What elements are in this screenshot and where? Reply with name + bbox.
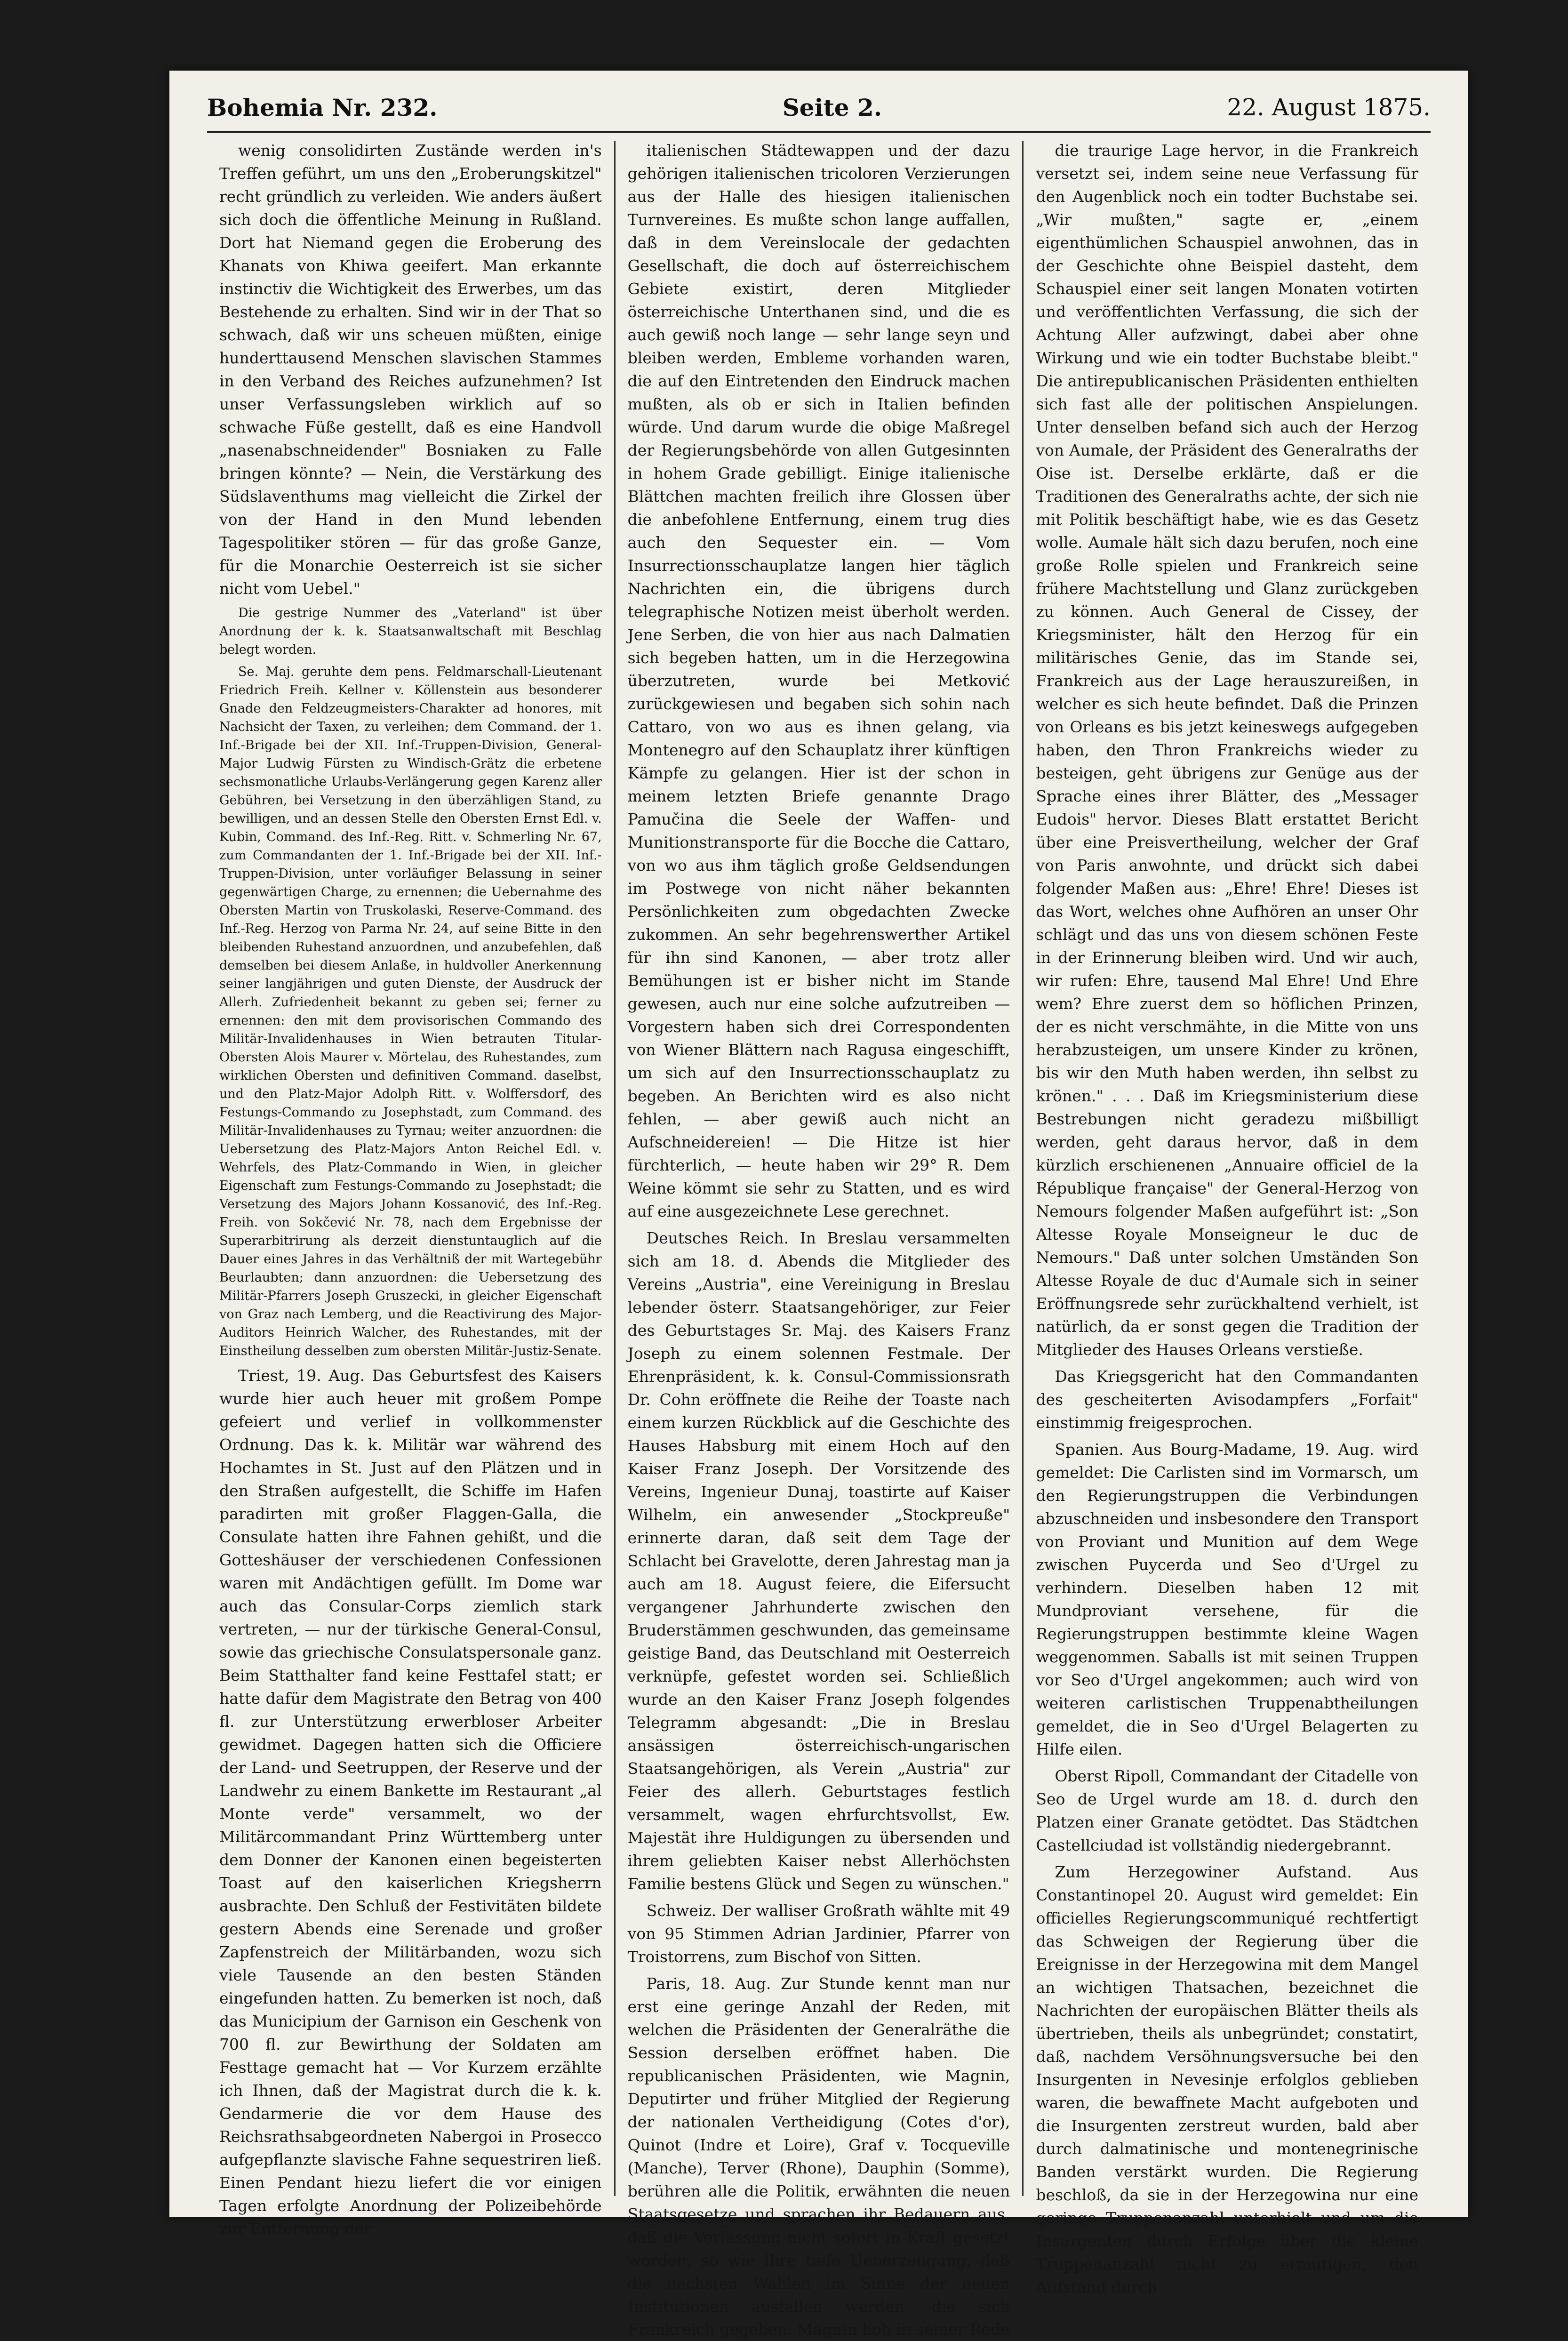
page-header <box>207 88 1431 126</box>
masthead-issue: Bohemia Nr. 232. <box>207 93 438 121</box>
article-paragraph: Das Kriegsgericht hat den Commandanten des gescheiterten Avisodampfers „Forfait" einstimmig freigesprochen. <box>1036 1367 1419 1432</box>
article-paragraph: wenig consolidirten Zustände werden in's Treffen geführt, um uns den „Eroberungskitzel" recht gründlich zu verleiden. Wie anders äußert sich doch die öffentliche Meinung in Rußland. Dort hat Niemand gegen die Eroberung des Khanats von Khiwa geeifert. Man erkannte instinctiv die Wichtigkeit des Erwerbes, um das Bestehende zu erhalten. Sind wir in der That so schwach, daß wir uns scheuen müßten, einige hunderttausend Menschen slavischen Stammes in den Verband des Reiches aufzunehmen? Ist unser Verfassungsleben wirklich auf so schwache Füße gestellt, daß es eine Handvoll „nasenabschneidender" Bosniaken zu Falle bringen könnte? — Nein, die Verstärkung des Südslaventhums mag vielleicht die Zirkel der von der Hand in den Mund lebenden Tagespolitiker stören — für das große Ganze, für die Monarchie Oesterreich ist sie sicher nicht vom Uebel." <box>219 141 602 598</box>
article-paragraph: Oberst Ripoll, Commandant der Citadelle von Seo de Urgel wurde am 18. d. durch den Platzen einer Granate getödtet. Das Städtchen Castellciudad ist vollständig niedergebrannt. <box>1036 1767 1419 1854</box>
text-columns <box>207 139 1431 2339</box>
article-paragraph: italienischen Städtewappen und der dazu gehörigen italienischen tricoloren Verzierungen aus der Halle des hiesigen italienischen Turnvereines. Es mußte schon lange auffallen, daß in dem Vereinslocale der gedachten Gesellschaft, die doch auf österreichischem Gebiete existirt, deren Mitglieder österreichische Unterthanen sind, und die es auch gewiß noch lange — sehr lange seyn und bleiben werden, Embleme vorhanden waren, die auf den Eintretenden den Eindruck machen mußten, als ob er sich in Italien befinden würde. Und darum wurde die obige Maßregel der Regierungsbehörde von allen Gutgesinnten in hohem Grade gebilligt. Einige italienische Blättchen machten freilich ihre Glossen über die anbefohlene Entfernung, einem trug dies auch den Sequester ein. — Vom Insurrectionsschauplatze langen hier täglich Nachrichten ein, die übrigens durch telegraphische Notizen meist überholt werden. Jene Serben, die von hier aus nach Dalmatien sich begeben hatten, um in die Herzegowina überzutreten, wurde bei Metković zurückgewiesen und begaben sich sohin nach Cattaro, von wo aus es ihnen gelang, via Montenegro auf den Schauplatz ihrer künftigen Kämpfe zu gelangen. Hier ist der schon in meinem letzten Briefe genannte Drago Pamučina die Seele der Waffen- und Munitionstransporte für die Bocche die Cattaro, von wo aus ihm täglich große Geldsendungen im Postwege von nicht näher bekannten Persönlichkeiten zum obgedachten Zwecke zukommen. An sehr begehrenswerther Artikel für ihn sind Kanonen, — aber trotz aller Bemühungen ist er bisher nicht im Stande gewesen, auch nur eine solche aufzutreiben — Vorgestern haben sich drei Correspondenten von Wiener Blättern nach Ragusa eingeschifft, um sich auf den Insurrectionsschauplatz zu begeben. An Berichten wird es also nicht fehlen, — aber gewiß auch nicht an Aufschneidereien! — Die Hitze ist hier fürchterlich, — heute haben wir 29° R. Dem Weine kömmt sie sehr zu Statten, und es wird auf eine ausgezeichnete Lese gerechnet. <box>627 141 1010 1220</box>
article-paragraph: Paris, 18. Aug. Zur Stunde kennt man nur erst eine geringe Anzahl der Reden, mit welchen die Präsidenten der Generalräthe die Session derselben eröffnet haben. Die republicanischen Präsidenten, wie Magnin, Deputirter und früher Mitglied der Regierung der nationalen Vertheidigung (Cotes d'or), Quinot (Indre et Loire), Graf v. Tocqueville (Manche), Terver (Rhone), Dauphin (Somme), berühren alle die Politik, erwähnten die neuen Staatsgesetze und sprachen ihr Bedauern aus, daß die Verfassung nicht sofort in Kraft gesetzt worden, so wie ihre tiefe Ueberzeugung, daß die nächsten Wahlen im Sinne der neuen Institutionen ausfallen werden, die sich Frankreich gegeben. Magnin hob in seiner Rede <box>627 1974 1010 2339</box>
article-paragraph: Se. Maj. geruhte dem pens. Feldmarschall-Lieutenant Friedrich Freih. Kellner v. Köllenstein aus besonderer Gnade den Feldzeugmeisters-Charakter ad honores, mit Nachsicht der Taxen, zu verleihen; dem Command. der 1. Inf.-Brigade bei der XII. Inf.-Truppen-Division, General-Major Ludwig Fürsten zu Windisch-Grätz die erbetene sechsmonatliche Urlaubs-Verlängerung gegen Karenz aller Gebühren, bei Versetzung in den überzähligen Stand, zu bewilligen, und an dessen Stelle den Obersten Ernst Edl. v. Kubin, Command. des Inf.-Reg. Ritt. v. Schmerling Nr. 67, zum Commandanten der 1. Inf.-Brigade bei der XII. Inf.-Truppen-Division, unter vorläufiger Belassung in seiner gegenwärtigen Charge, zu ernennen; die Uebernahme des Obersten Martin von Truskolaski, Reserve-Command. des Inf.-Reg. Herzog von Parma Nr. 24, auf seine Bitte in den bleibenden Ruhestand anzuordnen, und anzubefehlen, daß demselben bei diesem Anlaße, in huldvoller Anerkennung seiner langjährigen und guten Dienste, der Ausdruck der Allerh. Zufriedenheit bekannt zu geben sei; ferner zu ernennen: den mit dem provisorischen Commando des Militär-Invalidenhauses in Wien betrauten Titular-Obersten Alois Maurer v. Mörtelau, des Ruhestandes, zum wirklichen Obersten und definitiven Command. daselbst, und den Platz-Major Adolph Ritt. v. Wolffersdorf, des Festungs-Commando zu Josephstadt, zum Command. des Militär-Invalidenhauses zu Tyrnau; weiter anzuordnen: die Uebersetzung des Platz-Majors Anton Reichel Edl. v. Wehrfels, des Platz-Commando in Wien, in gleicher Eigenschaft zum Festungs-Commando zu Josephstadt; die Versetzung des Majors Johann Kossanović, des Inf.-Reg. Freih. von Sokčević Nr. 78, nach dem Ergebnisse der Superarbitrirung als derzeit dienstuntauglich auf die Dauer eines Jahres in das Verhältniß der mit Wartegebühr Beurlaubten; dann anzuordnen: die Uebersetzung des Militär-Pfarrers Joseph Gruszecki, in gleicher Eigenschaft von Graz nach Lemberg, und die Reactivirung des Major-Auditors Heinrich Walcher, des Ruhestandes, mit der Einstheilung desselben zum obersten Militär-Justiz-Senate. <box>219 665 602 1358</box>
article-paragraph: Die gestrige Nummer des „Vaterland" ist über Anordnung der k. k. Staatsanwaltschaft mit Beschlag belegt worden. <box>219 606 602 657</box>
article-paragraph: die traurige Lage hervor, in die Frankreich versetzt sei, indem seine neue Verfassung für den Augenblick noch ein todter Buchstabe sei. „Wir mußten," sagte er, „einem eigenthümlichen Schauspiel anwohnen, das in der Geschichte ohne Beispiel dasteht, dem Schauspiel einer seit langen Monaten votirten und veröffentlichten Verfassung, die sich der Achtung Aller aufzwingt, dabei aber ohne Wirkung und wie ein todter Buchstabe bleibt." Die antirepublicanischen Präsidenten enthielten sich fast alle der politischen Anspielungen. Unter denselben befand sich auch der Herzog von Aumale, der Präsident des Generalraths der Oise ist. Derselbe erklärte, daß er die Traditionen des Generalraths achte, der sich nie mit Politik beschäftigt habe, wie es das Gesetz wolle. Aumale hält sich dazu berufen, noch eine große Rolle spielen und Frankreich seine frühere Machtstellung und Glanz zurückgeben zu können. Auch General de Cissey, der Kriegsminister, hält den Herzog für ein militärisches Genie, das im Stande sei, Frankreich aus der Lage herauszureißen, in welcher es sich heute befindet. Daß die Prinzen von Orleans es bis jetzt keineswegs aufgegeben haben, den Thron Frankreichs wieder zu besteigen, geht übrigens zur Genüge aus der Sprache eines ihrer Blätter, des „Messager Eudois" hervor. Dieses Blatt erstattet Bericht über eine Preisvertheilung, welcher der Graf von Paris anwohnte, und drückt sich dabei folgender Maßen aus: „Ehre! Ehre! Dieses ist das Wort, welches ohne Aufhören an unser Ohr schlägt und das uns von diesem schönen Feste in der Erinnerung bleiben wird. Und wir auch, wir rufen: Ehre, tausend Mal Ehre! Und Ehre wem? Ehre zuerst dem so höflichen Prinzen, der es nicht verschmähte, in die Mitte von uns herabzusteigen, um unsere Kinder zu krönen, bis wir den Muth haben werden, ihn selbst zu krönen." . . . Daß im Kriegsministerium diese Bestrebungen nicht geradezu mißbilligt werden, geht daraus hervor, daß in dem kürzlich erschienenen „Annuaire officiel de la République française" der General-Herzog von Nemours folgender Maßen aufgeführt ist: „Son Altesse Royale Monseigneur le duc de Nemours." Daß unter solchen Umständen Son Altesse Royale de duc d'Aumale sich in seiner Eröffnungsrede sehr zurückhaltend verhielt, ist natürlich, da er sonst gegen die Tradition der Mitglieder des Hauses Orleans verstieße. <box>1036 141 1419 1359</box>
column-1 <box>207 139 614 2238</box>
header-rule <box>207 131 1431 133</box>
column-3 <box>1024 139 1431 2296</box>
issue-date: 22. August 1875. <box>1227 94 1431 121</box>
article-paragraph: Deutsches Reich. In Breslau versammelten sich am 18. d. Abends die Mitglieder des Vereins „Austria", eine Vereinigung in Breslau lebender österr. Staatsangehöriger, zur Feier des Geburtstages Sr. Maj. des Kaisers Franz Joseph zu einem solennen Festmale. Der Ehrenpräsident, k. k. Consul-Commissionsrath Dr. Cohn eröffnete die Reihe der Toaste nach einem kurzen Rückblick auf die Geschichte des Hauses Habsburg mit einem Hoch auf den Kaiser Franz Joseph. Der Vorsitzende des Vereins, Ingenieur Dunaj, toastirte auf Kaiser Wilhelm, ein anwesender „Stockpreuße" erinnerte daran, daß seit dem Tage der Schlacht bei Gravelotte, deren Jahrestag man ja auch am 18. August feiere, die Eifersucht vergangener Jahrhunderte zwischen den Bruderstämmen geschwunden, das gemeinsame geistige Band, das Deutschland mit Oesterreich verknüpfe, gefestet worden sei. Schließlich wurde an den Kaiser Franz Joseph folgendes Telegramm abgesandt: „Die in Breslau ansässigen österreichisch-ungarischen Staatsangehörigen, als Verein „Austria" zur Feier des allerh. Geburtstages festlich versammelt, wagen ehrfurchtsvollst, Ew. Majestät ihre Huldigungen zu übersenden und ihrem geliebten Kaiser nebst Allerhöchsten Familie bestens Glück und Segen zu wünschen." <box>627 1229 1010 1893</box>
column-2 <box>616 139 1023 2339</box>
article-paragraph: Schweiz. Der walliser Großrath wählte mit 49 von 95 Stimmen Adrian Jardinier, Pfarrer von Troistorrens, zum Bischof von Sitten. <box>627 1901 1010 1966</box>
article-paragraph: Triest, 19. Aug. Das Geburtsfest des Kaisers wurde hier auch heuer mit großem Pompe gefeiert und verlief in vollkommenster Ordnung. Das k. k. Militär war während des Hochamtes in St. Just auf den Plätzen und in den Straßen aufgestellt, die Schiffe im Hafen paradirten mit großer Flaggen-Galla, die Consulate hatten ihre Fahnen gehißt, und die Gotteshäuser der verschiedenen Confessionen waren mit Andächtigen gefüllt. Im Dome war auch das Consular-Corps ziemlich stark vertreten, — nur der türkische General-Consul, sowie das griechische Consulatspersonale ganz. Beim Statthalter fand keine Festtafel statt; er hatte dafür dem Magistrate den Betrag von 400 fl. zur Unterstützung erwerbloser Arbeiter gewidmet. Dagegen hatten sich die Officiere der Land- und Seetruppen, der Reserve und der Landwehr zu einem Bankette im Restaurant „al Monte verde" versammelt, wo der Militärcommandant Prinz Württemberg unter dem Donner der Kanonen einen begeisterten Toast auf den kaiserlichen Kriegsherrn ausbrachte. Den Schluß der Festivitäten bildete gestern Abends eine Serenade und großer Zapfenstreich der Militärbanden, wozu sich viele Tausende an den besten Ständen eingefunden hatten. Zu bemerken ist noch, daß das Municipium der Garnison ein Geschenk von 700 fl. zur Bewirthung der Soldaten am Festtage gemacht hat — Vor Kurzem erzählte ich Ihnen, daß der Magistrat durch die k. k. Gendarmerie die vor dem Hause des Reichsrathsabgeordneten Nabergoi in Prosecco aufgepflanzte slavische Fahne sequestriren ließ. Einen Pendant hiezu liefert die vor einigen Tagen erfolgte Anordnung der Polizeibehörde zur Entfernung der <box>219 1366 602 2238</box>
article-paragraph: Spanien. Aus Bourg-Madame, 19. Aug. wird gemeldet: Die Carlisten sind im Vormarsch, um den Regierungstruppen die Verbindungen abzuschneiden und insbesondere den Transport von Proviant und Munition auf dem Wege zwischen Puycerda und Seo d'Urgel zu verhindern. Dieselben haben 12 mit Mundproviant versehene, für die Regierungstruppen bestimmte kleine Wagen weggenommen. Saballs ist mit seinen Truppen vor Seo d'Urgel angekommen; auch wird von weiteren carlistischen Truppenabtheilungen gemeldet, die in Seo d'Urgel Belagerten zu Hilfe eilen. <box>1036 1440 1419 1758</box>
newspaper-page <box>169 71 1468 2339</box>
page-number: Seite 2. <box>782 93 882 121</box>
article-paragraph: Zum Herzegowiner Aufstand. Aus Constantinopel 20. August wird gemeldet: Ein officielles Regierungscommuniqué rechtfertigt das Schweigen der Regierung über die Ereignisse in der Herzegowina mit dem Mangel an wichtigen Thatsachen, bezeichnet die Nachrichten der europäischen Blätter theils als übertrieben, theils als unbegründet; constatirt, daß, nachdem Versöhnungsversuche bei den Insurgenten in Nevesinje erfolglos geblieben waren, die bewaffnete Macht aufgeboten und die Insurgenten zerstreut wurden, bald aber durch dalmatinische und montenegrinische Banden verstärkt wurden. Die Regierung beschloß, da sie in der Herzegowina nur eine geringe Truppenanzahl unterhielt und um die Insurgenten durch Erfolge über die kleine Truppenanzahl nicht zu ermutigen, den Aufstand durch <box>1036 1863 1419 2296</box>
